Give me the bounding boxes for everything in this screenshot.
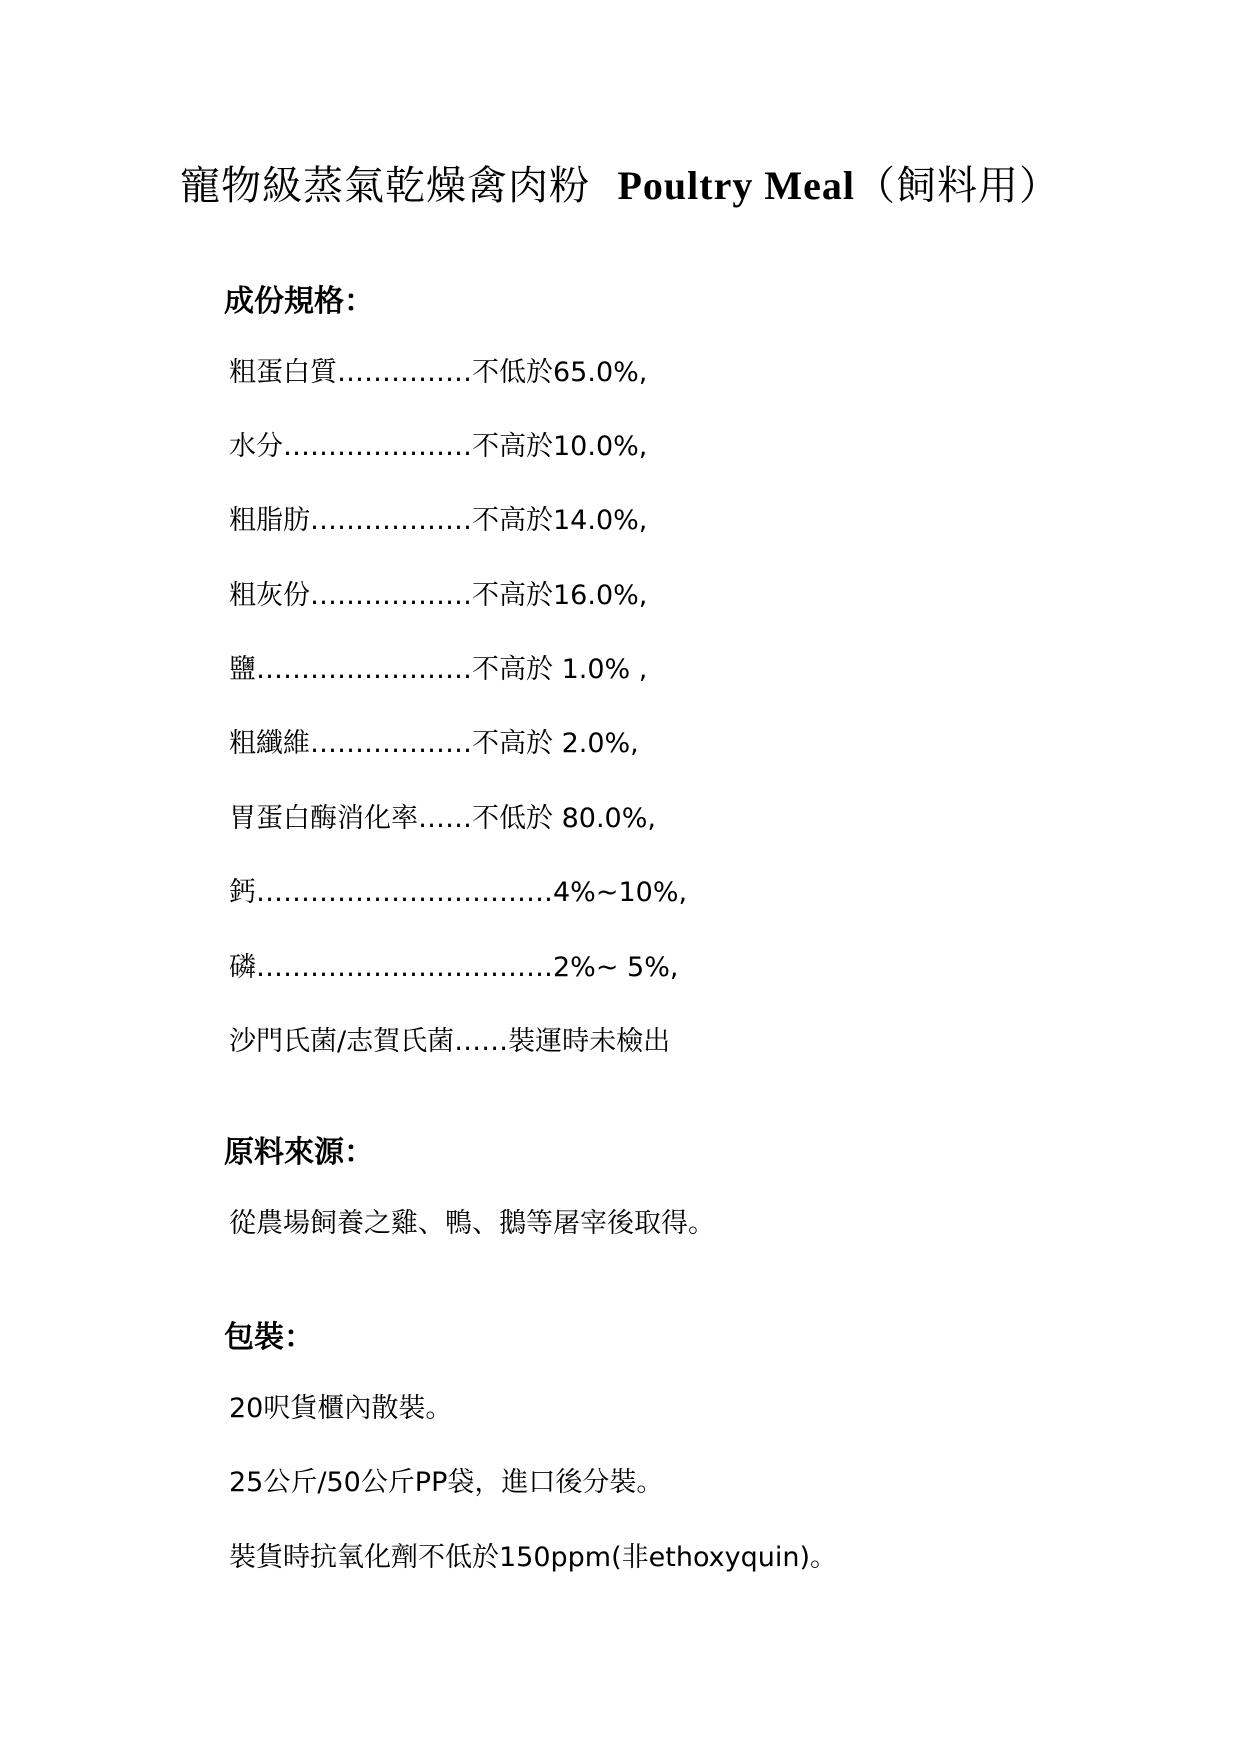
source-text: 從農場飼養之雞、鴨、鵝等屠宰後取得。 xyxy=(229,1208,715,1239)
document-title xyxy=(0,158,1240,214)
specs-heading: 成份規格： xyxy=(224,284,374,319)
packaging-line-bags: 25公斤/50公斤PP袋，進口後分裝。 xyxy=(229,1467,664,1498)
spec-line-calcium: 鈣……………………………4%~10%, xyxy=(229,877,688,908)
title-suffix: （飼料用） xyxy=(854,163,1060,209)
spec-line-moisture: 水分…………………不高於10.0%, xyxy=(229,431,648,462)
spec-line-ash: 粗灰份………………不高於16.0%, xyxy=(229,580,648,611)
spec-line-fiber: 粗纖維………………不高於 2.0%, xyxy=(229,728,639,759)
packaging-heading: 包裝： xyxy=(224,1320,314,1355)
spec-line-protein: 粗蛋白質……………不低於65.0%, xyxy=(229,357,648,388)
spec-line-salt: 鹽……………………不高於 1.0% , xyxy=(229,654,648,685)
title-english: Poultry Meal xyxy=(617,163,855,208)
source-heading: 原料來源： xyxy=(224,1135,374,1170)
packaging-line-antioxidant: 裝貨時抗氧化劑不低於150ppm(非ethoxyquin)。 xyxy=(229,1542,838,1573)
spec-line-fat: 粗脂肪………………不高於14.0%, xyxy=(229,505,648,536)
title-chinese: 寵物級蒸氣乾燥禽肉粉 xyxy=(180,163,591,209)
spec-line-pathogens: 沙門氏菌/志賀氏菌……裝運時未檢出 xyxy=(229,1026,671,1057)
packaging-line-bulk: 20呎貨櫃內散裝。 xyxy=(229,1393,453,1424)
spec-line-phosphorus: 磷……………………………2%~ 5%, xyxy=(229,952,679,983)
spec-line-digestibility: 胃蛋白酶消化率……不低於 80.0%, xyxy=(229,803,656,834)
